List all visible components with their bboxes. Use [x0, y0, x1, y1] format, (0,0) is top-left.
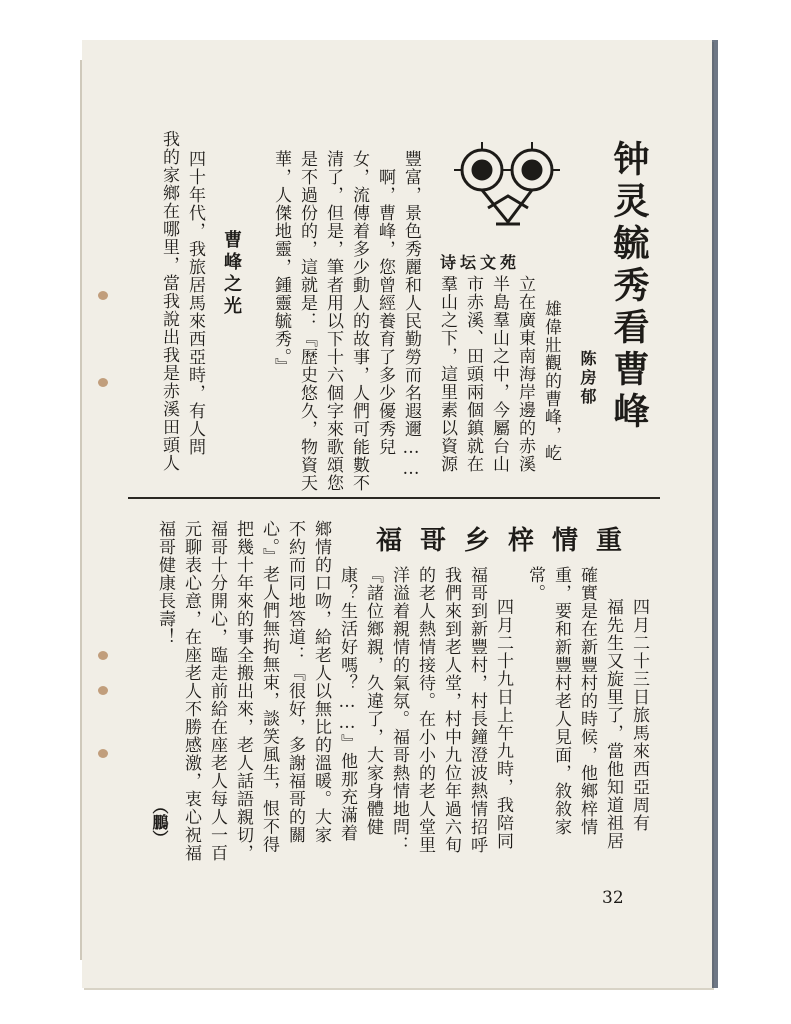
- article-line: 確實是在新豐村的時候，他鄉梓情: [577, 566, 597, 836]
- article-line: 的老人熱情接待。在小小的老人堂里: [415, 566, 435, 854]
- article-line: 我們來到老人堂，村中九位年過六旬: [441, 566, 461, 854]
- page-number: 32: [602, 888, 624, 908]
- article-line: 立在廣東南海岸邊的赤溪: [515, 275, 535, 473]
- article-line: 是不過份的，這就是：『歷史悠久，物資天: [297, 150, 317, 492]
- article-line: 福哥健康長壽！: [155, 520, 175, 646]
- binding-hole: [98, 749, 108, 758]
- article-line: 四月二十三日旅馬來西亞周有: [629, 598, 649, 832]
- heading-char: 福: [376, 526, 403, 556]
- article-line: 福哥到新豐村，村長鐘澄波熱情招呼: [467, 566, 487, 854]
- article-line: 福先生又旋里了，當他知道祖居: [603, 598, 623, 850]
- article-line: 市赤溪、田頭兩個鎮就在: [463, 275, 483, 473]
- article-line: 豐富，景色秀麗和人民勤勞而名遐邇……: [401, 150, 421, 480]
- article-line: 啊，曹峰，您曾經養育了多少優秀兒: [375, 168, 395, 456]
- article-line: 心。』老人們無拘無束，談笑風生，恨不得: [259, 520, 279, 854]
- article-line: 半島羣山之中，今屬台山: [489, 275, 509, 473]
- article-line: 四月二十九日上午九時，我陪同: [493, 598, 513, 850]
- section-subtitle: 曹峰之光: [221, 230, 242, 318]
- flower-emblem-icon: [448, 138, 568, 234]
- heading-char: 乡: [464, 526, 491, 556]
- article-line: 女，流傳着多少動人的故事，人們可能數不: [349, 150, 369, 492]
- binding-hole: [98, 686, 108, 695]
- article-line: 不約而同地答道：『很好，多謝福哥的關: [285, 520, 305, 844]
- article-line: 福哥十分開心，臨走前給在座老人每人一百: [207, 520, 227, 862]
- article-title: 钟灵毓秀看曹峰: [608, 140, 650, 434]
- page-binding-edge: [712, 40, 718, 988]
- section-divider: [128, 497, 660, 499]
- heading-char: 梓: [508, 526, 535, 556]
- binding-hole: [98, 378, 108, 387]
- heading-char: 情: [552, 526, 579, 556]
- article-line: 把幾十年來的事全搬出來，老人話語親切，: [233, 520, 253, 862]
- article-line: 常。: [525, 566, 545, 602]
- article-line: 羣山之下，這里素以資源: [437, 275, 457, 473]
- article-line: 元聊表心意，在座老人不勝感激，衷心祝福: [181, 520, 201, 862]
- article-line: 我的家鄉在哪里，當我說出我是赤溪田頭人: [159, 130, 179, 472]
- heading-char: 重: [596, 526, 623, 556]
- binding-hole: [98, 291, 108, 300]
- article-line: 雄偉壯觀的曹峰，屹: [541, 300, 561, 462]
- article-line: 四十年代，我旅居馬來西亞時，有人問: [185, 150, 205, 456]
- article-line: 康？生活好嗎？……』他那充滿着: [337, 566, 357, 842]
- article-line: 洋溢着親情的氣氛。福哥熱情地問：: [389, 566, 409, 854]
- column-name: 诗坛文苑: [440, 253, 521, 272]
- article-line: 重，要和新豐村老人見面，敘敘家: [551, 566, 571, 836]
- author-signature: （鵬）: [150, 798, 169, 846]
- article-author: 陈房郁: [578, 350, 597, 407]
- article-line: 清了，但是，筆者用以下十六個字來歌頌您: [323, 150, 343, 492]
- heading-char: 哥: [420, 526, 447, 556]
- article-line: 鄉情的口吻，給老人以無比的溫暖。大家: [311, 520, 331, 844]
- article-line: 華，人傑地靈，鍾靈毓秀。』: [271, 150, 291, 376]
- binding-hole: [98, 651, 108, 660]
- article-line: 『諸位鄉親，久違了，大家身體健: [363, 566, 383, 836]
